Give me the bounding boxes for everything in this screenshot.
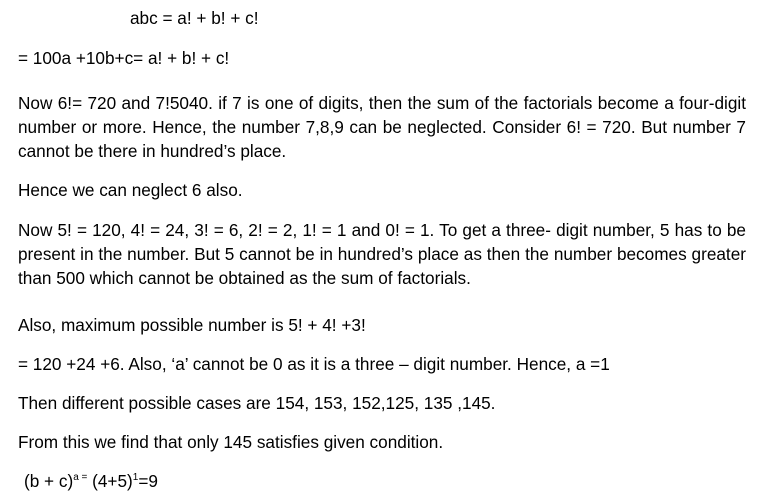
- equation-expansion: = 100a +10b+c= a! + b! + c!: [18, 48, 230, 68]
- paragraph-neglect-six: Hence we can neglect 6 also.: [18, 180, 243, 200]
- paragraph-conclusion: From this we find that only 145 satisfies given condition.: [18, 432, 444, 452]
- formula-exponent-a: a =: [73, 472, 88, 483]
- formula-exponent-one: 1: [132, 472, 139, 483]
- final-formula: [24, 469, 158, 497]
- paragraph-cases: Then different possible cases are 154, 153, 152,125, 135 ,145.: [18, 393, 496, 413]
- paragraph-five-factorial: Now 5! = 120, 4! = 24, 3! = 6, 2! = 2, 1! = 1 and 0! = 1. To get a three- digit number, 5 has to be present in the number. But 5 cannot be in hundred’s place as then the number becomes greater than 500 which cannot be obtained as the sum of factorials.: [18, 220, 746, 288]
- paragraph-six-factorial: Now 6!= 720 and 7!5040. if 7 is one of digits, then the sum of the factorials become a four-digit number or more. Hence, the number 7,8,9 can be neglected. Consider 6! = 720. But number 7 cannot be there in hundred’s place.: [18, 93, 746, 161]
- formula-middle: (4+5): [87, 471, 133, 491]
- paragraph-maximum: Also, maximum possible number is 5! + 4! +3!: [18, 315, 366, 335]
- paragraph-sum: = 120 +24 +6. Also, ‘a’ cannot be 0 as it is a three – digit number. Hence, a =1: [18, 354, 610, 374]
- equation-abc: abc = a! + b! + c!: [130, 8, 259, 28]
- formula-result: =9: [138, 471, 158, 491]
- formula-base: (b + c): [24, 471, 74, 491]
